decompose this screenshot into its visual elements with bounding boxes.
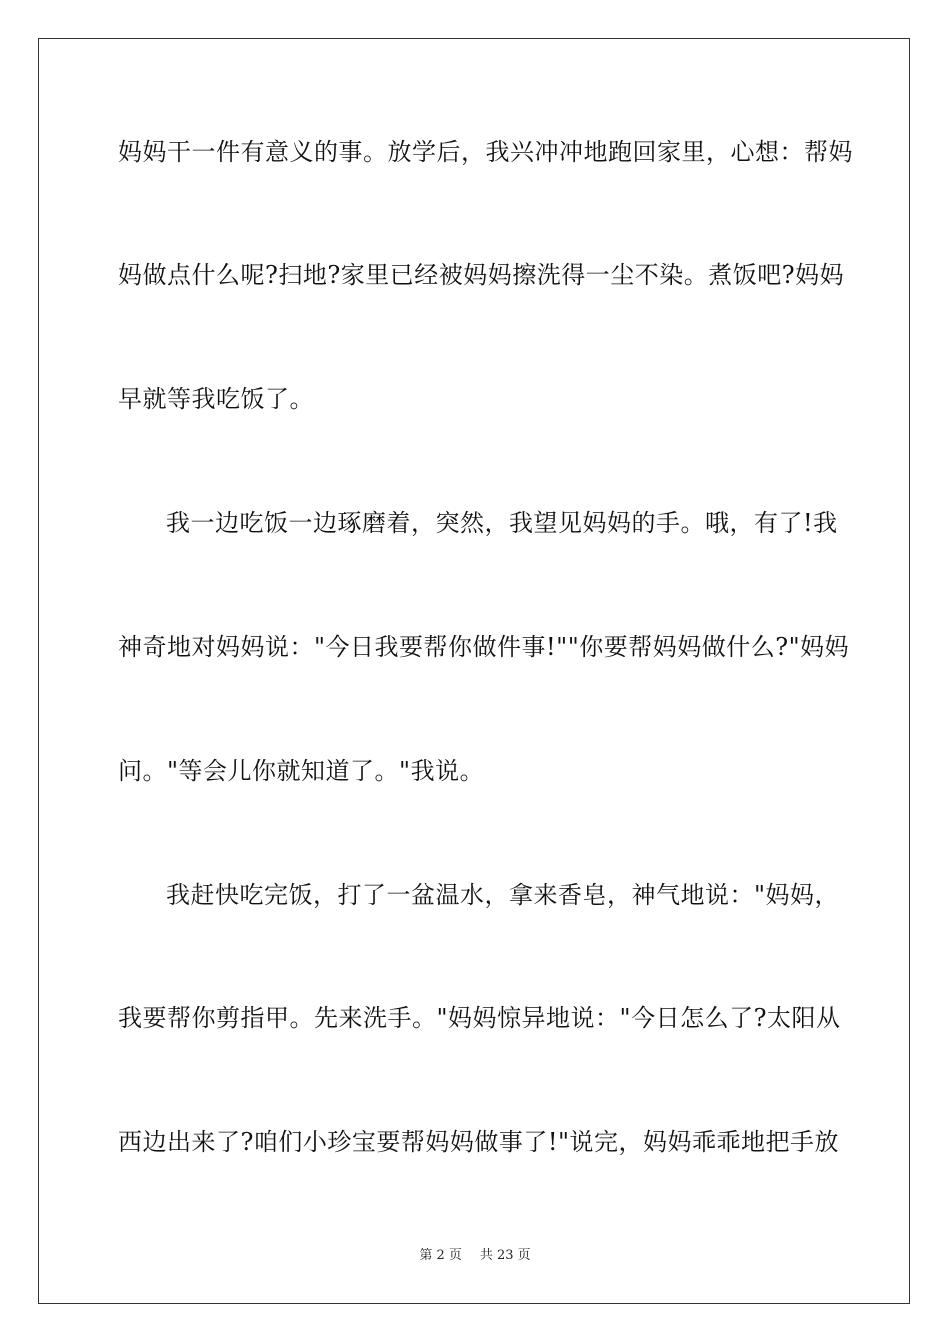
paragraph-line-6: 问。"等会儿你就知道了。"我说。 — [118, 757, 485, 785]
paragraph-line-8: 我要帮你剪指甲。先来洗手。"妈妈惊异地说："今日怎么了?太阳从 — [118, 1004, 841, 1032]
page-border — [38, 38, 910, 1304]
page-number: 第 2 页 — [419, 1248, 462, 1263]
paragraph-line-9: 西边出来了?咱们小珍宝要帮妈妈做事了!"说完，妈妈乖乖地把手放 — [118, 1128, 840, 1156]
paragraph-line-7: 我赶快吃完饭，打了一盆温水，拿来香皂，神气地说："妈妈， — [166, 881, 840, 909]
page-total: 共 23 页 — [479, 1248, 531, 1263]
paragraph-line-4: 我一边吃饭一边琢磨着，突然，我望见妈妈的手。哦，有了!我 — [166, 509, 838, 537]
paragraph-line-3: 早就等我吃饭了。 — [118, 385, 314, 413]
page-footer — [0, 1248, 950, 1264]
paragraph-line-1: 妈妈干一件有意义的事。放学后，我兴冲冲地跑回家里，心想：帮妈 — [118, 138, 853, 166]
paragraph-line-5: 神奇地对妈妈说："今日我要帮你做件事!""你要帮妈妈做什么?"妈妈 — [118, 633, 850, 661]
paragraph-line-2: 妈做点什么呢?扫地?家里已经被妈妈擦洗得一尘不染。煮饭吧?妈妈 — [118, 261, 845, 289]
